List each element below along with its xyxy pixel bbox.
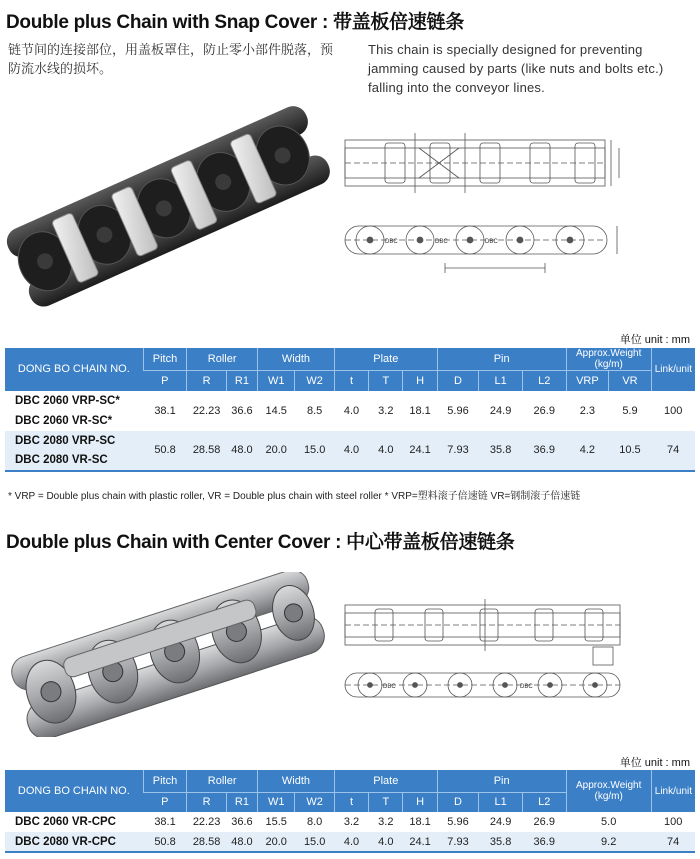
snap-cover-chain-drawing <box>335 118 635 283</box>
cell-T: 4.0 <box>369 832 403 852</box>
chain-name: DBC 2060 VRP-SC* <box>5 391 143 411</box>
cell-d: 5.96 <box>437 812 479 832</box>
col-pin: Pin <box>437 348 566 371</box>
col-link-unit: Link/unit <box>651 348 695 391</box>
cell-link: 74 <box>651 832 695 852</box>
cell-w1: 20.0 <box>258 832 295 852</box>
subcol-p: P <box>143 792 187 812</box>
cell-r: 22.23 <box>187 391 226 431</box>
cell-l1: 35.8 <box>479 832 523 852</box>
cell-l1: 24.9 <box>479 812 523 832</box>
col-width: Width <box>258 770 335 792</box>
cell-r1: 48.0 <box>226 832 257 852</box>
drawing1-dbc-label-3: DBC <box>485 239 498 245</box>
subcol-d: D <box>437 792 479 812</box>
cell-w1: 14.5 <box>258 391 295 431</box>
subcol-w1: W1 <box>258 371 295 391</box>
subcol-vrp: VRP <box>566 371 609 391</box>
table-row <box>5 832 695 852</box>
cell-link: 74 <box>651 431 695 471</box>
cell-r1: 36.6 <box>226 812 257 832</box>
cell-w2: 15.0 <box>295 832 334 852</box>
drawing1-dbc-label-1: DBC <box>385 239 398 245</box>
cell-h: 18.1 <box>403 812 437 832</box>
cell-T: 3.2 <box>369 391 403 431</box>
subcol-r: R <box>187 792 226 812</box>
cell-h: 24.1 <box>403 832 437 852</box>
cell-w1: 20.0 <box>258 431 295 471</box>
subcol-l2: L2 <box>522 792 566 812</box>
subcol-vr: VR <box>609 371 652 391</box>
subcol-w2: W2 <box>295 792 334 812</box>
center-cover-chain-photo <box>5 572 330 737</box>
section2-spec-table <box>5 770 695 853</box>
col-chain-no: DONG BO CHAIN NO. <box>5 770 143 812</box>
cell-t: 4.0 <box>334 431 368 471</box>
section2-title: Double plus Chain with Center Cover : 中心带盖板倍速链条 <box>6 532 515 553</box>
col-pin: Pin <box>437 770 566 792</box>
col-weight: Approx.Weight (kg/m) <box>566 770 651 812</box>
cell-t: 4.0 <box>334 391 368 431</box>
cell-pitch: 38.1 <box>143 391 187 431</box>
cell-T: 4.0 <box>369 431 403 471</box>
cell-vrp: 2.3 <box>566 391 609 431</box>
col-pitch: Pitch <box>143 770 187 792</box>
col-roller: Roller <box>187 770 258 792</box>
section1-unit-label: 单位 unit : mm <box>619 334 690 346</box>
snap-cover-chain-photo <box>5 100 335 320</box>
section1-footnote: * VRP = Double plus chain with plastic roller, VR = Double plus chain with steel roller * VRP=塑料滚子倍速链 VR=钢制滚子倍速链 <box>8 491 581 502</box>
section1-description-cn: 链节间的连接部位，用盖板罩住，防止零小部件脱落，预防流水线的损坏。 <box>8 42 334 76</box>
drawing1-dbc-label-2: DBC <box>435 239 448 245</box>
chain-name: DBC 2080 VR-SC <box>5 451 143 471</box>
section1-title: Double plus Chain with Snap Cover : 带盖板倍速链条 <box>6 12 464 33</box>
col-plate: Plate <box>334 770 437 792</box>
cell-r: 22.23 <box>187 812 226 832</box>
cell-w2: 15.0 <box>295 431 334 471</box>
cell-t: 4.0 <box>334 832 368 852</box>
drawing2-dbc-label-1: DBC <box>383 684 396 690</box>
cell-r1: 48.0 <box>226 431 257 471</box>
cell-w2: 8.5 <box>295 391 334 431</box>
col-link-unit: Link/unit <box>651 770 695 812</box>
section1-description-en: This chain is specially designed for preventing jamming caused by parts (like nuts and bolts etc.) falling into the conveyor lines. <box>368 42 664 95</box>
subcol-h: H <box>403 792 437 812</box>
cell-d: 7.93 <box>437 431 479 471</box>
subcol-d: D <box>437 371 479 391</box>
drawing2-dbc-label-2: DBC <box>520 684 533 690</box>
cell-T: 3.2 <box>369 812 403 832</box>
cell-h: 24.1 <box>403 431 437 471</box>
cell-l2: 36.9 <box>522 431 566 471</box>
subcol-t: t <box>334 792 368 812</box>
cell-vr: 10.5 <box>609 431 652 471</box>
col-pitch: Pitch <box>143 348 187 371</box>
cell-h: 18.1 <box>403 391 437 431</box>
chain-name: DBC 2080 VR-CPC <box>5 832 143 852</box>
subcol-t: t <box>334 371 368 391</box>
subcol-l2: L2 <box>522 371 566 391</box>
section1-spec-table <box>5 348 695 472</box>
cell-r: 28.58 <box>187 431 226 471</box>
subcol-w1: W1 <box>258 792 295 812</box>
chain-name: DBC 2060 VR-SC* <box>5 411 143 431</box>
col-width: Width <box>258 348 335 371</box>
cell-l2: 26.9 <box>522 391 566 431</box>
subcol-l1: L1 <box>479 792 523 812</box>
subcol-w2: W2 <box>295 371 334 391</box>
col-plate: Plate <box>334 348 437 371</box>
chain-name: DBC 2060 VR-CPC <box>5 812 143 832</box>
cell-r1: 36.6 <box>226 391 257 431</box>
cell-pitch: 50.8 <box>143 832 187 852</box>
subcol-r: R <box>187 371 226 391</box>
cell-d: 5.96 <box>437 391 479 431</box>
subcol-h: H <box>403 371 437 391</box>
cell-pitch: 38.1 <box>143 812 187 832</box>
subcol-r1: R1 <box>226 792 257 812</box>
cell-l2: 36.9 <box>522 832 566 852</box>
section2-unit-label: 单位 unit : mm <box>619 757 690 769</box>
cell-w1: 15.5 <box>258 812 295 832</box>
cell-w2: 8.0 <box>295 812 334 832</box>
col-roller: Roller <box>187 348 258 371</box>
center-cover-chain-drawing <box>335 595 635 715</box>
table-row <box>5 812 695 832</box>
subcol-T: T <box>369 371 403 391</box>
cell-link: 100 <box>651 391 695 431</box>
cell-l2: 26.9 <box>522 812 566 832</box>
chain-name: DBC 2080 VRP-SC <box>5 431 143 451</box>
cell-l1: 35.8 <box>479 431 523 471</box>
cell-r: 28.58 <box>187 832 226 852</box>
cell-l1: 24.9 <box>479 391 523 431</box>
subcol-T: T <box>369 792 403 812</box>
cell-pitch: 50.8 <box>143 431 187 471</box>
table-row <box>5 431 695 451</box>
table-row <box>5 391 695 411</box>
cell-weight: 5.0 <box>566 812 651 832</box>
cell-vrp: 4.2 <box>566 431 609 471</box>
col-weight: Approx.Weight (kg/m) <box>566 348 651 371</box>
cell-t: 3.2 <box>334 812 368 832</box>
cell-link: 100 <box>651 812 695 832</box>
subcol-p: P <box>143 371 187 391</box>
cell-d: 7.93 <box>437 832 479 852</box>
subcol-l1: L1 <box>479 371 523 391</box>
cell-weight: 9.2 <box>566 832 651 852</box>
col-chain-no: DONG BO CHAIN NO. <box>5 348 143 391</box>
cell-vr: 5.9 <box>609 391 652 431</box>
subcol-r1: R1 <box>226 371 257 391</box>
